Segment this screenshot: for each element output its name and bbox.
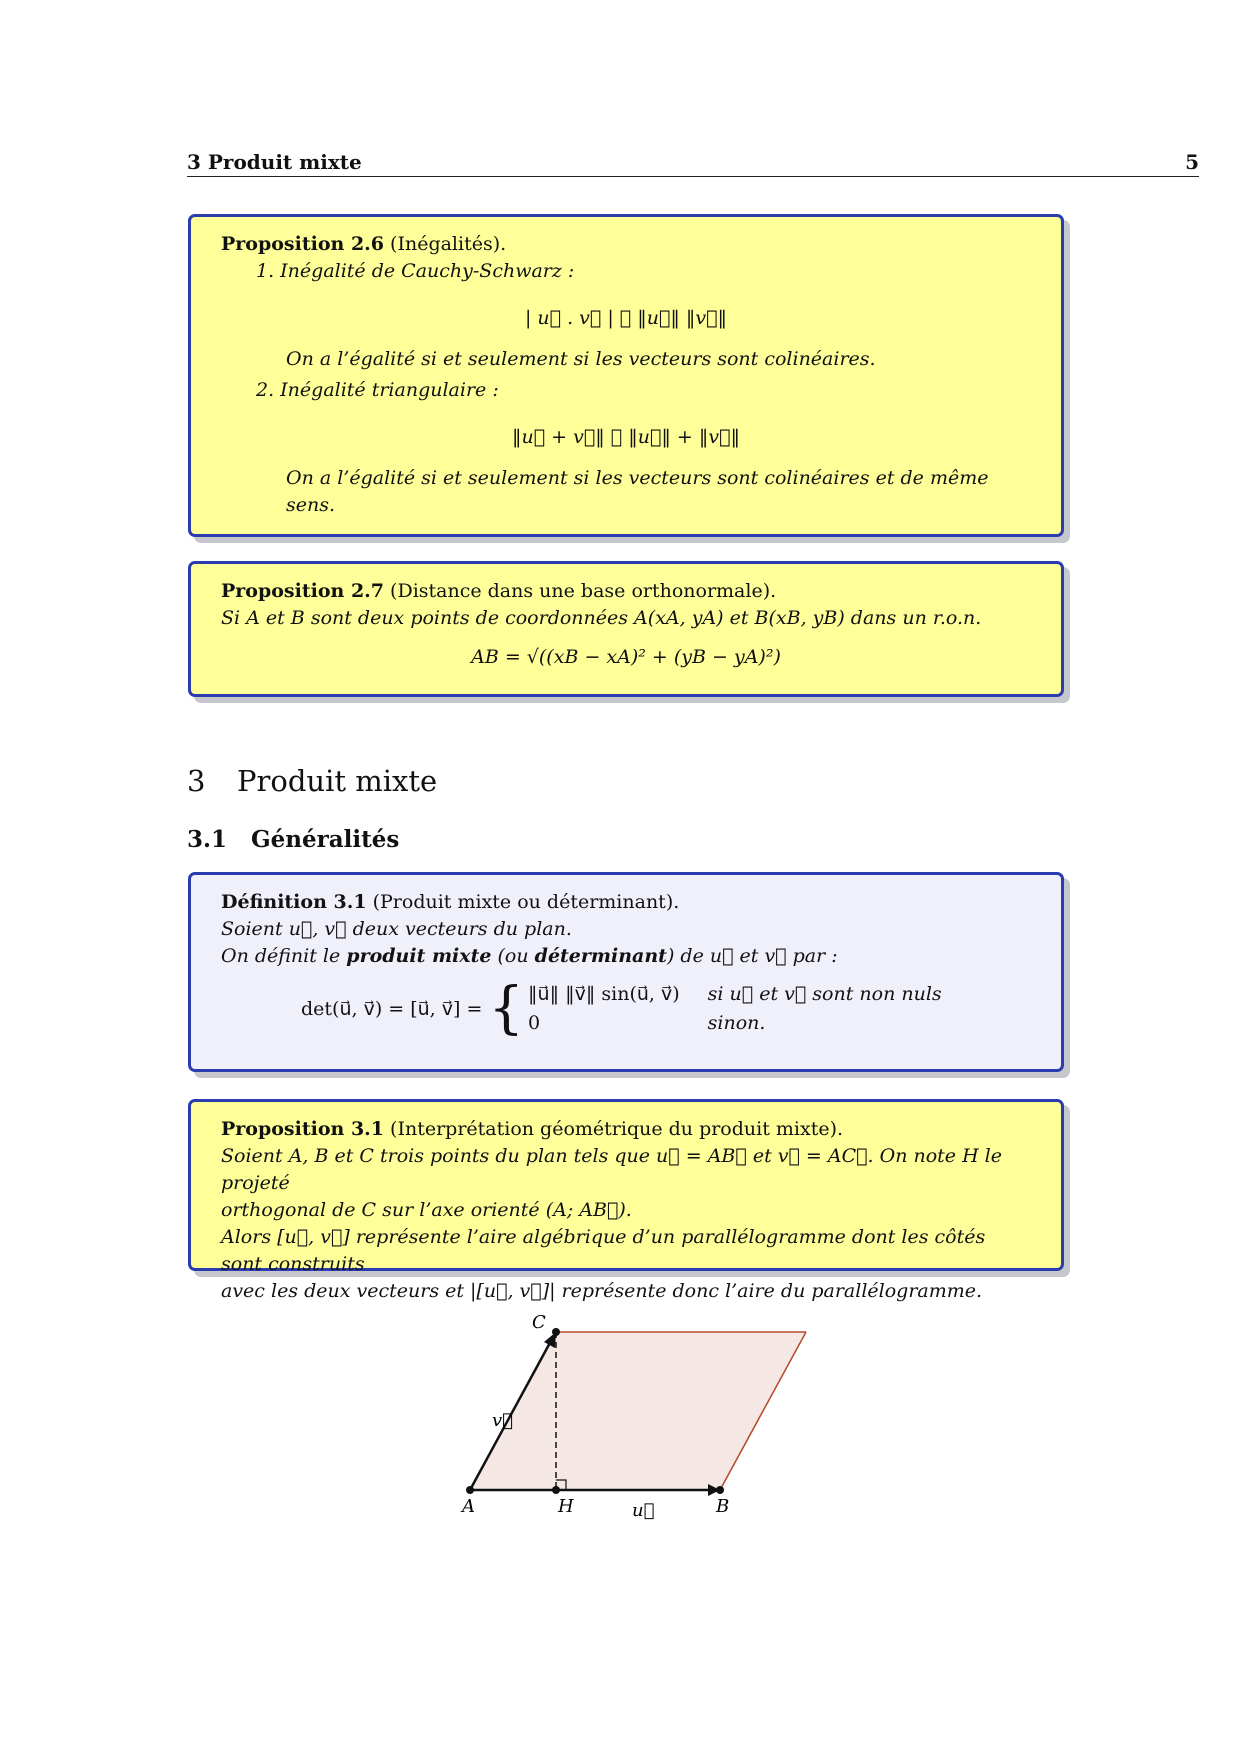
proposition-label: Proposition 3.1 [221, 1118, 384, 1140]
note: On a l’égalité si et seulement si les vecteurs sont colinéaires et de même sens. [286, 467, 989, 516]
case-condition: sinon. [707, 1012, 766, 1034]
proposition-2-6-box [188, 214, 1064, 537]
definition-line: On définit le produit mixte (ou déterminant) de u⃗ et v⃗ par : [221, 945, 838, 967]
case-value: 0 [528, 1012, 541, 1034]
definition-heading [221, 889, 1031, 916]
label-h: H [558, 1496, 574, 1517]
piecewise-definition [301, 976, 1031, 1041]
section-number: 3 [187, 764, 206, 798]
label-a: A [462, 1496, 475, 1517]
label-c: C [532, 1312, 546, 1333]
note: On a l’égalité si et seulement si les vecteurs sont colinéaires. [286, 348, 876, 370]
list-item: 1. Inégalité de Cauchy-Schwarz : [256, 260, 575, 282]
list-item: 2. Inégalité triangulaire : [256, 379, 499, 401]
equation-lhs: det(u⃗, v⃗) = [u⃗, v⃗] = [301, 997, 483, 1020]
equation: ‖u⃗ + v⃗‖ ⩽ ‖u⃗‖ + ‖v⃗‖ [511, 426, 741, 448]
case-value: ‖u⃗‖ ‖v⃗‖ sin(u⃗, v⃗) [528, 983, 680, 1005]
proposition-2-7-box [188, 561, 1064, 697]
statement-line: orthogonal de C sur l’axe orienté (A; AB⃗). [221, 1199, 632, 1221]
proposition-heading [221, 231, 1031, 258]
label-b: B [716, 1496, 730, 1517]
definition-title: (Produit mixte ou déterminant). [372, 891, 680, 913]
section-title: Produit mixte [237, 764, 438, 798]
label-v: v⃗ [492, 1410, 513, 1431]
statement-line: Alors [u⃗, v⃗] représente l’aire algébrique d’un parallélogramme dont les côtés sont construits [221, 1226, 986, 1275]
statement: Si A et B sont deux points de coordonnées A(xA, yA) et B(xB, yB) dans un r.o.n. [221, 607, 982, 629]
definition-line: Soient u⃗, v⃗ deux vecteurs du plan. [221, 918, 572, 940]
proposition-label: Proposition 2.6 [221, 233, 384, 255]
subsection-heading [187, 826, 399, 853]
parallelogram [470, 1332, 806, 1490]
definition-3-1-box [188, 872, 1064, 1072]
proposition-label: Proposition 2.7 [221, 580, 384, 602]
proposition-heading [221, 578, 1031, 605]
parallelogram-figure [440, 1310, 820, 1530]
page-number: 5 [1185, 150, 1199, 174]
proposition-3-1-box [188, 1099, 1064, 1302]
equation: | u⃗ . v⃗ | ⩽ ‖u⃗‖ ‖v⃗‖ [524, 307, 728, 329]
point-b [716, 1486, 724, 1494]
case-condition: si u⃗ et v⃗ sont non nuls [707, 983, 942, 1005]
label-u: u⃗ [632, 1500, 655, 1521]
statement-line: Soient A, B et C trois points du plan tels que u⃗ = AB⃗ et v⃗ = AC⃗. On note H le projeté [221, 1145, 1002, 1194]
page-header [187, 150, 1199, 177]
left-brace: { [488, 976, 525, 1041]
proposition-title: (Distance dans une base orthonormale). [390, 580, 777, 602]
statement-line: avec les deux vecteurs et |[u⃗, v⃗]| représente donc l’aire du parallélogramme. [221, 1280, 983, 1302]
subsection-number: 3.1 [187, 826, 228, 853]
point-a [466, 1486, 474, 1494]
proposition-title: (Interprétation géométrique du produit mixte). [390, 1118, 844, 1140]
proposition-heading [221, 1116, 1031, 1143]
section-heading [187, 764, 437, 798]
proposition-title: (Inégalités). [390, 233, 507, 255]
running-head: 3 Produit mixte [187, 150, 362, 174]
definition-label: Définition 3.1 [221, 891, 367, 913]
point-c [552, 1328, 560, 1336]
subsection-title: Généralités [251, 826, 400, 853]
equation: AB = √((xB − xA)² + (yB − yA)²) [471, 646, 781, 668]
cases-table [528, 980, 950, 1038]
point-h [552, 1486, 560, 1494]
